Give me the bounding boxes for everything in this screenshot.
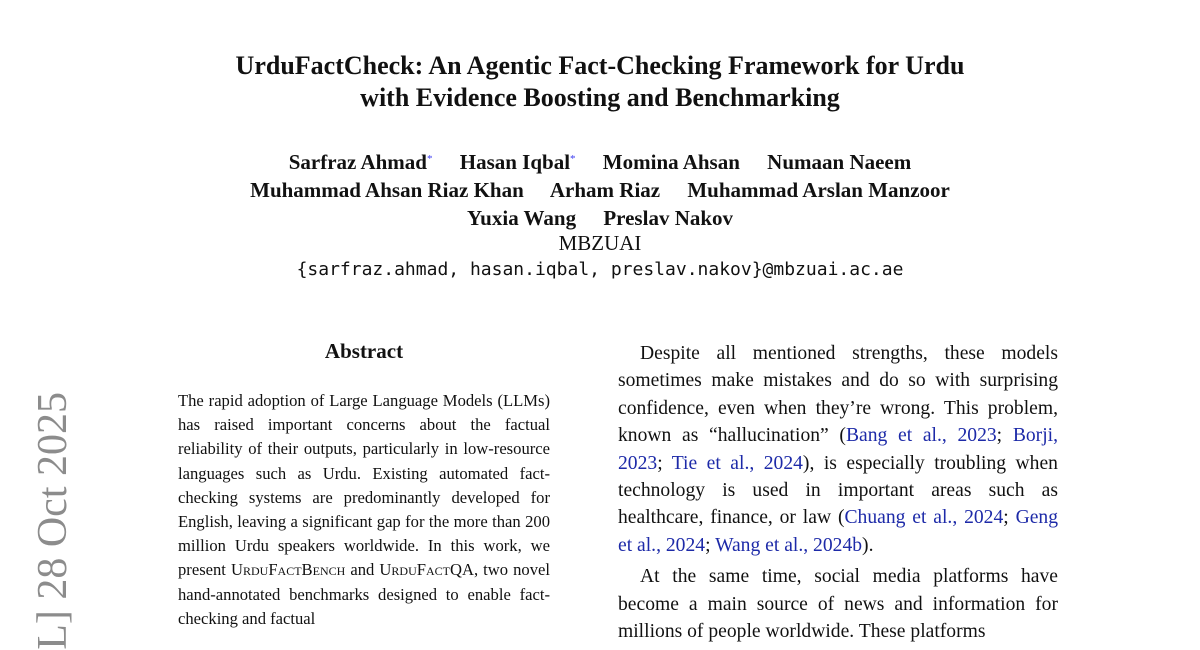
paper-title [0, 50, 1200, 114]
author-row-3 [0, 204, 1200, 232]
body-paragraph: At the same time, social media platforms have become a main source of news and information for millions of people worldwide. These platforms [618, 566, 1058, 643]
author-name: Numaan Naeem [767, 150, 912, 174]
citation-link[interactable]: Bang et al., 2023 [845, 425, 997, 447]
author-name: Muhammad Ahsan Riaz Khan [250, 178, 524, 202]
author-name: Arham Riaz [549, 178, 661, 202]
abstract-heading: Abstract [324, 339, 404, 363]
author-name: Sarfraz Ahmad [288, 150, 427, 174]
body-text: ; [996, 425, 1013, 447]
body-text: ; [657, 452, 672, 474]
equal-contribution-mark: * [426, 153, 433, 165]
abstract-text: The rapid adoption of Large Language Models (LLMs) has raised important concerns about the factual reliability of their outputs, particularly in low-resource languages such as Urdu. Existing automated fact-checking systems are predominantly developed for English, leaving a significant gap for the more than 200 million Urdu speakers worldwide. In this work, we present [178, 391, 550, 580]
author-row-2 [0, 176, 1200, 204]
title-line-1: UrduFactCheck: An Agentic Fact-Checking Framework for Urdu [235, 51, 965, 80]
body-text: ; [1003, 507, 1016, 529]
body-text: Despite all mentioned strengths, these models sometimes make mistakes and do so with surprising confidence, even when they’re wrong. This problem, known as “hallucination” ( [618, 343, 1058, 447]
body-text: ; [705, 534, 716, 556]
contact-email: {sarfraz.ahmad, hasan.iqbal, preslav.nakov}@mbzuai.ac.ae [296, 259, 904, 280]
citation-link[interactable]: Borji, 2023 [618, 425, 1058, 474]
citation-link[interactable]: Chuang et al., 2024 [844, 507, 1004, 529]
arxiv-stamp: L] 28 Oct 2025 [30, 392, 76, 650]
author-name: Preslav Nakov [603, 206, 734, 230]
author-name: Muhammad Arslan Manzoor [687, 178, 950, 202]
author-name: Yuxia Wang [466, 206, 577, 230]
introduction-column [618, 340, 1058, 649]
abstract-text: , two novel hand-annotated benchmarks designed to enable fact-checking and factual [178, 560, 550, 628]
citation-link[interactable]: Geng et al., 2024 [618, 507, 1059, 556]
author-row-1 [0, 145, 1200, 176]
body-paragraph [618, 340, 1058, 559]
author-list [0, 145, 1200, 232]
abstract-body [178, 389, 550, 631]
benchmark-name: UrduFactBench [231, 560, 346, 580]
citation-link[interactable]: Tie et al., 2024 [671, 452, 803, 474]
equal-contribution-mark: * [570, 153, 576, 165]
citation-link[interactable]: Wang et al., 2024b [715, 534, 863, 556]
body-text: ). [862, 534, 874, 556]
affiliation: MBZUAI [558, 231, 642, 255]
author-name: Hasan Iqbal [459, 150, 571, 174]
title-line-2: with Evidence Boosting and Benchmarking [360, 83, 840, 112]
author-name: Momina Ahsan [602, 150, 740, 174]
benchmark-name: UrduFactQA [379, 560, 474, 580]
body-text: ), is especially troubling when technology is used in important areas such as healthcare, finance, or law ( [618, 452, 1058, 529]
abstract-text: and [345, 560, 380, 580]
